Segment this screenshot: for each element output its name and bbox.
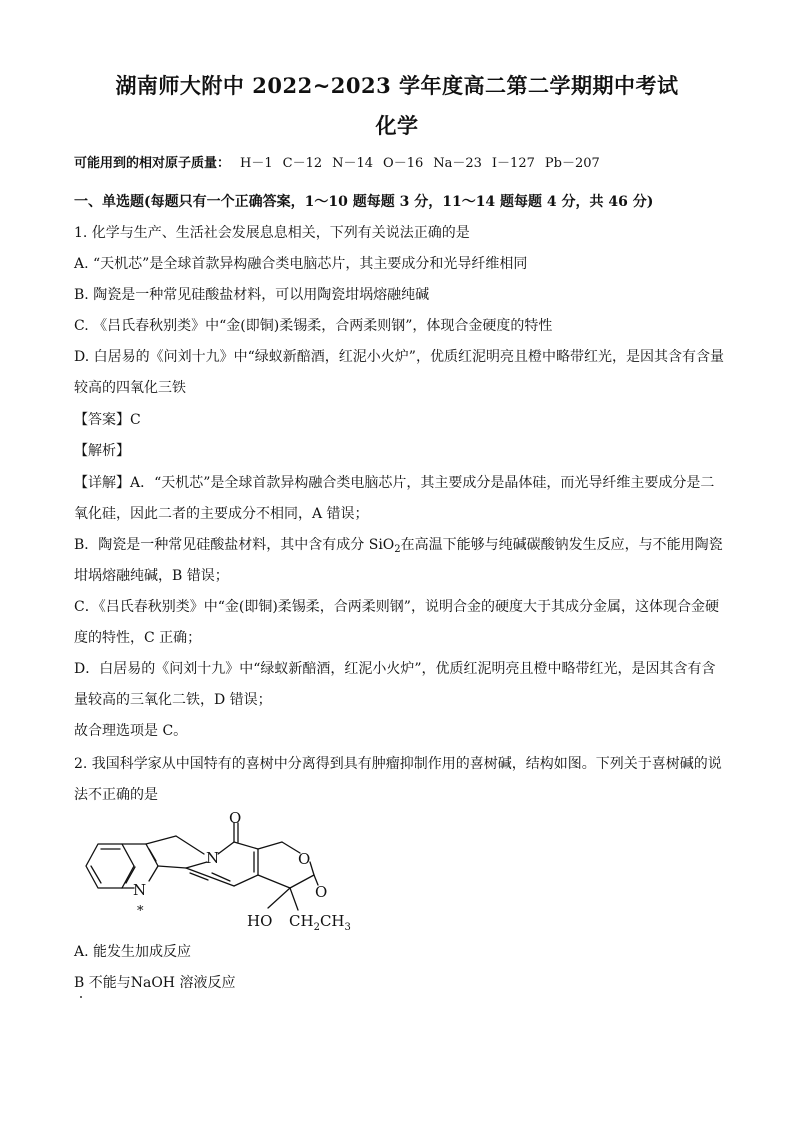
q1-detail-line5: C．《吕氏春秋别类》中“金(即铜)柔锡柔，合两柔则钢”，说明合金的硬度大于其成分金属，这体现合金硬 [74, 599, 719, 615]
label-o-top: O [229, 809, 242, 827]
answer-tag: 【答案】 [74, 412, 130, 428]
label-n-ring: N [206, 849, 220, 867]
ring-c-bottom [158, 866, 186, 868]
detail-text-1: A．“天机芯”是全球首款异构融合类电脑芯片，其主要成分是晶体硅，而光导纤维主要成分是二 [130, 475, 715, 491]
ethyl-sub-2: 3 [344, 922, 351, 933]
ring-b-right-bottom [149, 866, 158, 881]
q1-option-b: B. 陶瓷是一种常见硅酸盐材料，可以用陶瓷坩埚熔融纯碱 [74, 287, 430, 303]
q1-detail-line6: 度的特性，C 正确； [74, 630, 202, 646]
ethyl-sub-1: 2 [313, 922, 320, 933]
atom-h: H－1 [240, 156, 273, 171]
bond-to-ethyl [290, 888, 298, 910]
q2-option-b: B 不能与NaOH 溶液反应 [74, 975, 236, 991]
ring-d-bottom-right [234, 875, 258, 886]
label-star: * [137, 904, 144, 919]
ethyl-ch-2: CH [319, 912, 345, 930]
q1-option-d-line2: 较高的四氧化三铁 [74, 380, 186, 396]
ring-e-o-co [310, 862, 314, 875]
ring-c-top [146, 836, 176, 844]
atomic-mass-label: 可能用到的相对原子质量： [74, 156, 231, 171]
ring-d-bottom-double [212, 873, 230, 881]
q1-stem: 1. 化学与生产、生活社会发展息息相关，下列有关说法正确的是 [74, 225, 470, 241]
ring-d-top-right [234, 842, 258, 849]
label-o-ketone: O [315, 883, 328, 901]
ring-e-bottom-left [258, 875, 290, 888]
detail-sio2-subscript: 2 [394, 544, 401, 555]
q1-analysis-tag: 【解析】 [74, 443, 130, 459]
exam-subject: 化学 [375, 113, 419, 138]
exam-title: 湖南师大附中 2022~2023 学年度高二第二学期期中考试 [115, 73, 679, 98]
ring-c-right [186, 862, 207, 868]
ring-b-double [149, 849, 156, 861]
ring-a-double-1 [91, 866, 101, 883]
ring-e-bottom-right [290, 875, 314, 888]
bond-to-oh [268, 888, 290, 908]
label-ho: HO [247, 912, 273, 930]
label-n-quinoline: N [133, 881, 147, 899]
ring-e-top-left [258, 842, 282, 849]
q1-option-c: C. 《吕氏春秋别类》中“金(即铜)柔锡柔，合两柔则钢”，体现合金硬度的特性 [74, 318, 553, 334]
atom-n: N－14 [332, 156, 374, 171]
atom-i: I－127 [491, 156, 535, 171]
atom-c: C－12 [282, 156, 323, 171]
atom-na: Na－23 [433, 156, 482, 171]
label-ethyl [289, 912, 351, 933]
answer-value: C [130, 412, 141, 428]
detail-text-3b: 在高温下能够与纯碱碳酸钠发生反应，与不能用陶瓷 [400, 537, 723, 553]
ring-d-n-co [218, 842, 234, 854]
q2-stem-line2: 法不正确的是 [74, 787, 158, 803]
q1-detail-line2: 氧化硅，因此二者的主要成分不相同，A 错误； [74, 506, 369, 522]
atom-pb: Pb－207 [544, 156, 600, 171]
stray-dot [80, 996, 82, 998]
section-heading: 一、单选题(每题只有一个正确答案，1～10 题每题 3 分，11～14 题每题 4 分，共 46 分) [74, 194, 654, 210]
ethyl-ch-1: CH [289, 912, 314, 930]
q1-detail-line9: 故合理选项是 C。 [74, 723, 188, 739]
q1-option-d-line1: D. 白居易的《问刘十九》中“绿蚁新醅酒，红泥小火炉”，优质红泥明亮且橙中略带红光，是因其含有含量 [74, 349, 724, 365]
q1-option-a: A. “天机芯”是全球首款异构融合类电脑芯片，其主要成分和光导纤维相同 [74, 256, 528, 272]
q2-stem-line1: 2. 我国科学家从中国特有的喜树中分离得到具有肿瘤抑制作用的喜树碱，结构如图。下列关于喜树碱的说 [74, 756, 722, 772]
label-o-ring: O [298, 850, 311, 868]
q1-detail-line4: 坩埚熔融纯碱，B 错误； [74, 568, 229, 584]
ring-cd-double [190, 873, 208, 880]
detail-tag: 【详解】 [74, 475, 130, 491]
ring-c-ch2-n [176, 836, 204, 854]
detail-text-3a: B．陶瓷是一种常见硅酸盐材料，其中含有成分 SiO [74, 537, 395, 553]
q2-option-a: A. 能发生加成反应 [74, 944, 192, 960]
q1-detail-line7: D．白居易的《问刘十九》中“绿蚁新醅酒，红泥小火炉”，优质红泥明亮且橙中略带红光，是因其含有含 [74, 661, 716, 677]
atom-o: O－16 [383, 156, 424, 171]
q1-detail-line8: 量较高的三氧化二铁，D 错误； [74, 692, 272, 708]
